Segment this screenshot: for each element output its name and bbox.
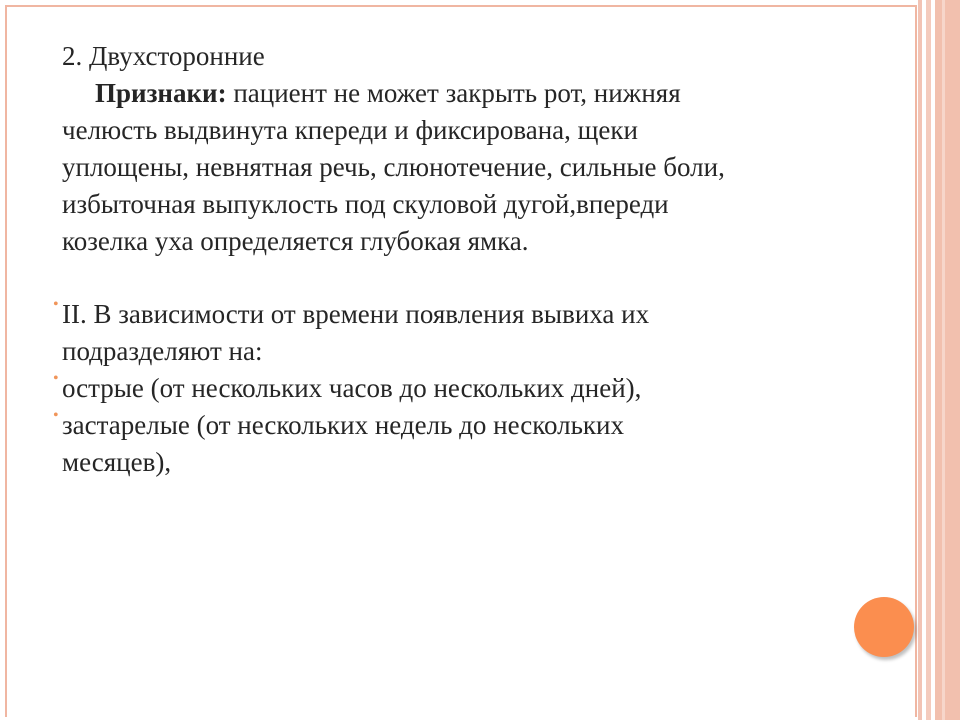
bullet-item-acute (53, 370, 902, 407)
signs-line-3: уплощены, невнятная речь, слюнотечение, сильные боли, (62, 152, 725, 182)
decorative-stripes (918, 0, 960, 720)
bullet-line: острые (от нескольких часов до нескольких дней), (62, 373, 642, 403)
bullet-line: застарелые (от нескольких недель до нескольких (62, 410, 625, 440)
stripe-1 (918, 0, 922, 720)
bullet-marker: • (53, 370, 59, 387)
signs-text-1: пациент не может закрыть рот, нижняя (233, 78, 681, 108)
bullet-item-chronic (53, 407, 902, 481)
bullet-line: месяцев), (62, 447, 172, 477)
signs-line-4: избыточная выпуклость под скуловой дугой,впереди (62, 189, 669, 219)
bullet-item-classification (53, 296, 902, 370)
signs-line-2: челюсть выдвинута кпереди и фиксирована, щеки (62, 115, 638, 145)
stripe-2 (926, 0, 931, 720)
bullet-line: подразделяют на: (62, 336, 263, 366)
section-heading: 2. Двухсторонние (62, 41, 265, 71)
signs-line-5: козелка уха определяется глубокая ямка. (62, 226, 529, 256)
bullet-marker: • (53, 296, 59, 313)
signs-label: Признаки: (95, 78, 227, 108)
bullet-list (53, 296, 902, 481)
decorative-circle (854, 597, 914, 657)
signs-line-1 (62, 75, 902, 112)
stripe-3 (935, 0, 960, 720)
bullet-line: II. В зависимости от времени появления вывиха их (62, 299, 650, 329)
stripe-3-highlight (942, 0, 945, 720)
bullet-marker: • (53, 407, 59, 424)
text-body (62, 38, 902, 260)
